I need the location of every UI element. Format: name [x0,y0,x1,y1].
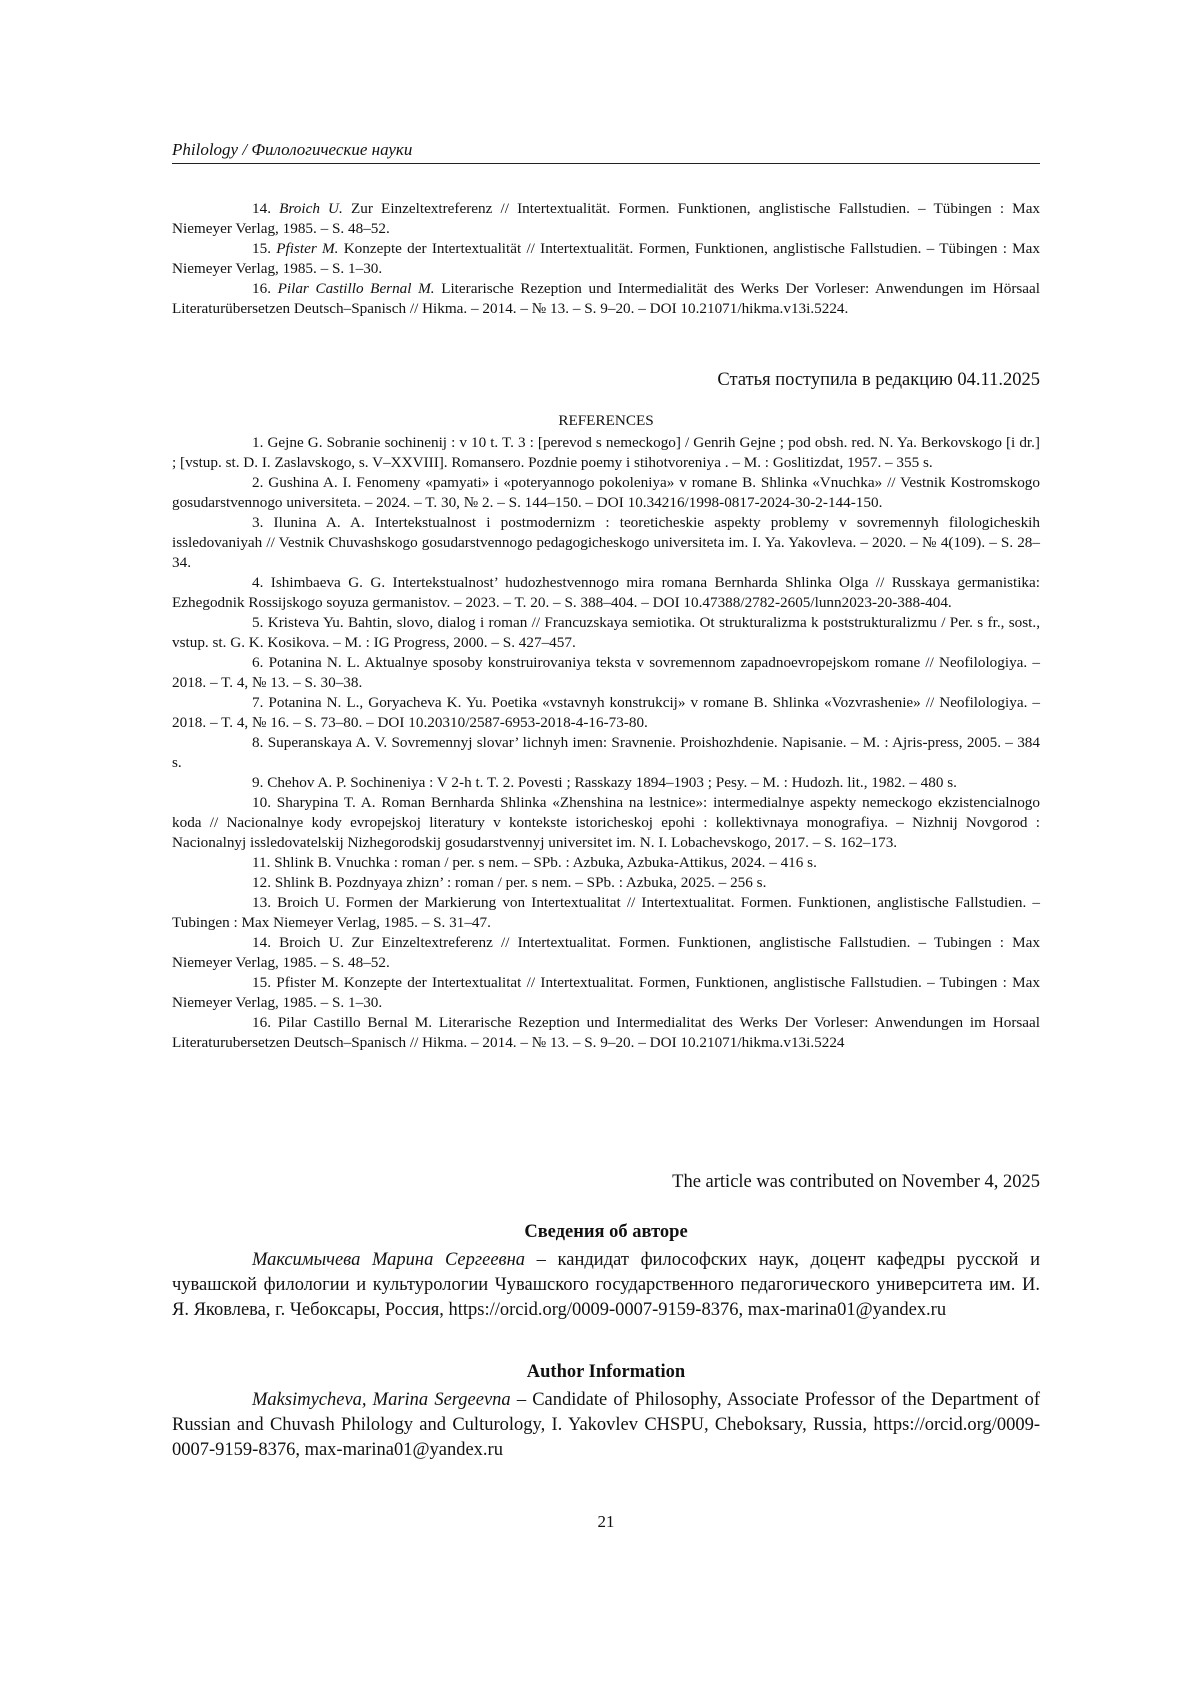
received-date-ru: Статья поступила в редакцию 04.11.2025 [717,370,1040,390]
received-date-en: The article was contributed on November 4, 2025 [672,1172,1040,1192]
running-head: Philology / Филологические науки [172,140,1040,164]
reference-item: 15. Pfister M. Konzepte der Intertextualitat // Intertextualitat. Formen, Funktionen, anglistische Fallstudien. – Tubingen : Max Niemeyer Verlag, 1985. – S. 1–30. [172,974,1040,1011]
reference-item: 16. Pilar Castillo Bernal M. Literarische Rezeption und Intermedialität des Werks Der Vorleser: Anwendungen im Hörsaal Literaturübersetzen Deutsch–Spanisch // Hikma. – 2014. – № 13. – S. 9–20. – DOI 10.21071/hikma.v13i.5224. [172,280,1041,317]
reference-item: 14. Broich U. Zur Einzeltextreferenz // Intertextualitat. Formen. Funktionen, anglistische Fallstudien. – Tubingen : Max Niemeyer Verlag, 1985. – S. 48–52. [172,934,1040,971]
page [172,0,1040,1697]
reference-item: 14. Broich U. Zur Einzeltextreferenz // Intertextualität. Formen. Funktionen, anglistische Fallstudien. – Tübingen : Max Niemeyer Verlag, 1985. – S. 48–52. [172,200,1041,237]
references-heading: REFERENCES [558,412,654,429]
reference-item: 8. Superanskaya A. V. Sovremennyj slovar’ lichnyh imen: Sravnenie. Proishozhdenie. Napisanie. – M. : Ajris-press, 2005. – 384 s. [172,734,1040,771]
references-ru-tail [172,199,1040,319]
references-list [172,433,1040,1053]
reference-item: 7. Potanina N. L., Goryacheva K. Yu. Poetika «vstavnyh konstrukcij» v romane B. Shlinka «Vozvrashenie» // Neofilologiya. – 2018. – T. 4, № 16. – S. 73–80. – DOI 10.20310/2587-6953-2018-4-16-73-80. [172,694,1040,731]
reference-item: 9. Chehov A. P. Sochineniya : V 2-h t. T. 2. Povesti ; Rasskazy 1894–1903 ; Pesy. – M. : Hudozh. lit., 1982. – 480 s. [252,774,957,791]
reference-item: 13. Broich U. Formen der Markierung von Intertextualitat // Intertextualitat. Formen. Funktionen, anglistische Fallstudien. – Tubingen : Max Niemeyer Verlag, 1985. – S. 31–47. [172,894,1040,931]
reference-item: 1. Gejne G. Sobranie sochinenij : v 10 t. T. 3 : [perevod s nemeckogo] / Genrih Gejne ; pod obsh. red. N. Ya. Berkovskogo [i dr.] ; [vstup. st. D. I. Zaslavskogo, s. V–XXVIII]. Romansero. Pozdnie poemy i stihotvoreniya . – M. : Goslitizdat, 1957. – 355 s. [172,434,1040,471]
reference-item: 15. Pfister M. Konzepte der Intertextualität // Intertextualität. Formen, Funktionen, anglistische Fallstudien. – Tübingen : Max Niemeyer Verlag, 1985. – S. 1–30. [172,240,1041,277]
author-info-en: Maksimycheva, Marina Sergeevna – Candidate of Philosophy, Associate Professor of the Department of Russian and Chuvash Philology and Culturology, I. Yakovlev CHSPU, Cheboksary, Russia, https://orcid.org/0009-0007-9159-8376, max-marina01@yandex.ru [172,1390,1040,1460]
author-name-en: Maksimycheva, Marina Sergeevna [252,1390,511,1410]
author-name-ru: Максимычева Марина Сергеевна [252,1250,525,1270]
reference-item: 5. Kristeva Yu. Bahtin, slovo, dialog i roman // Francuzskaya semiotika. Ot strukturalizma k poststrukturalizmu / Per. s fr., sost., vstup. st. G. K. Kosikova. – M. : IG Progress, 2000. – S. 427–457. [172,614,1040,651]
author-heading-en: Author Information [526,1362,686,1382]
page-number: 21 [597,1512,615,1531]
reference-item: 12. Shlink B. Pozdnyaya zhizn’ : roman / per. s nem. – SPb. : Azbuka, 2025. – 256 s. [252,874,767,891]
reference-item: 2. Gushina A. I. Fenomeny «pamyati» i «poteryannogo pokoleniya» v romane B. Shlinka «Vnuchka» // Vestnik Kostromskogo gosudarstvennogo universiteta. – 2024. – T. 30, № 2. – S. 144–150. – DOI 10.34216/1998-0817-2024-30-2-144-150. [172,474,1040,511]
reference-item: 3. Ilunina A. A. Intertekstualnost i postmodernizm : teoreticheskie aspekty problemy v sovremennyh filologicheskih issledovaniyah // Vestnik Chuvashskogo gosudarstvennogo pedagogicheskogo universiteta im. I. Ya. Yakovleva. – 2020. – № 4(109). – S. 28–34. [172,514,1040,571]
reference-item: 11. Shlink B. Vnuchka : roman / per. s nem. – SPb. : Azbuka, Azbuka-Attikus, 2024. – 416 s. [252,854,817,871]
author-heading-ru: Сведения об авторе [524,1222,688,1242]
author-info-ru: Максимычева Марина Сергеевна – кандидат философских наук, доцент кафедры русской и чувашской филологии и культурологии Чувашского государственного педагогического университета им. И. Я. Яковлева, г. Чебоксары, Россия, https://orcid.org/0009-0007-9159-8376, max-marina01@yandex.ru [172,1250,1041,1320]
reference-item: 4. Ishimbaeva G. G. Intertekstualnost’ hudozhestvennogo mira romana Bernharda Shlinka Olga // Russkaya germanistika: Ezhegodnik Rossijskogo soyuza germanistov. – 2023. – T. 20. – S. 388–404. – DOI 10.47388/2782-2605/lunn2023-20-388-404. [172,574,1040,611]
reference-item: 10. Sharypina T. A. Roman Bernharda Shlinka «Zhenshina na lestnice»: intermedialnye aspekty nemeckogo ekzistencialnogo koda // Nacionalnye kody evropejskoj literatury v kontekste istoricheskoj epohi : kollektivnaya monografiya. – Nizhnij Novgorod : Nacionalnyj issledovatelskij Nizhegorodskij gosudarstvennyj universitet im. N. I. Lobachevskogo, 2017. – S. 162–173. [172,794,1040,851]
reference-item: 16. Pilar Castillo Bernal M. Literarische Rezeption und Intermedialitat des Werks Der Vorleser: Anwendungen im Horsaal Literaturubersetzen Deutsch–Spanisch // Hikma. – 2014. – № 13. – S. 9–20. – DOI 10.21071/hikma.v13i.5224 [172,1014,1040,1051]
reference-item: 6. Potanina N. L. Aktualnye sposoby konstruirovaniya teksta v sovremennom zapadnoevropejskom romane // Neofilologiya. – 2018. – T. 4, № 13. – S. 30–38. [172,654,1040,691]
